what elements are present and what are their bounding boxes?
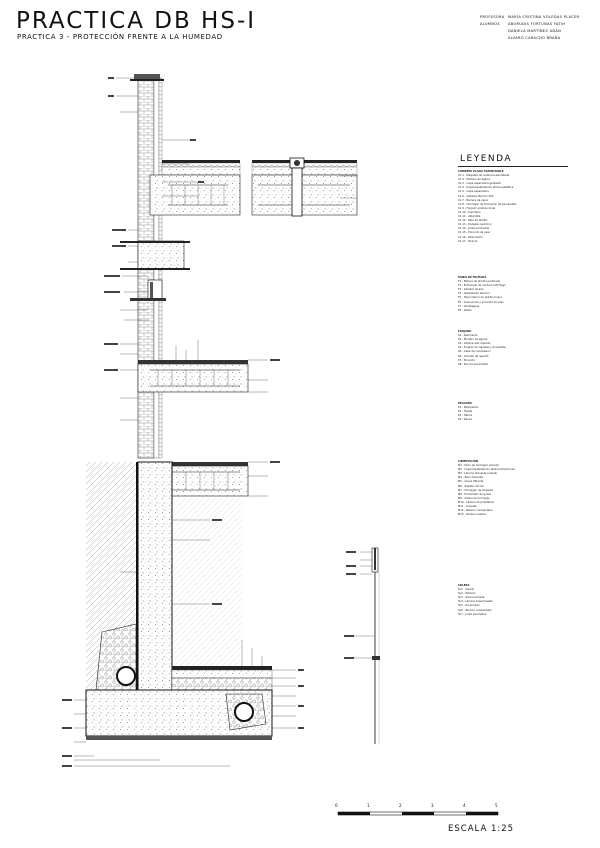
legend-item: S2 - Mortero de agarre bbox=[458, 338, 488, 342]
legend-item: P4 - Zanca bbox=[458, 418, 472, 422]
legend-item: C1.16 - Falso techo bbox=[458, 235, 483, 239]
professor-name: MARÍA CRISTINA VOLEDAS PLACER bbox=[508, 15, 580, 19]
legend-item: C1.3 - Capa separadora geotextil bbox=[458, 182, 501, 186]
legend-section-heading: MURO DE FACHADA bbox=[458, 276, 487, 279]
legend-item: M12 - Relleno compactado bbox=[458, 509, 493, 513]
legend-item: C1.15 - Enlucido de yeso bbox=[458, 231, 491, 235]
legend-item: M2 - Impermeabilización lámina bituminosa bbox=[458, 468, 515, 472]
legend-section-heading: CIMENTACIÓN bbox=[458, 460, 479, 463]
railing-detail bbox=[344, 548, 380, 744]
scale-tick-label: 0 bbox=[335, 803, 338, 808]
legend-item: M11 - Arqueta bbox=[458, 505, 477, 509]
legend-item: S5 - Capa de compresión bbox=[458, 350, 491, 354]
legend-item: F1 - Fábrica de ladrillo perforado bbox=[458, 280, 501, 284]
student-name: ÁLVARO CARACHO BRAÑA bbox=[508, 36, 561, 40]
legend-item: C1.12 - Peto de ladrillo bbox=[458, 219, 488, 223]
legend-item: F6 - Guarnecido y enlucido de yeso bbox=[458, 300, 504, 304]
legend-item: C1.17 - Pintura bbox=[458, 239, 478, 243]
legend-item: SL2 - Mortero bbox=[458, 592, 476, 596]
legend-item: M9 - Solera de hormigón bbox=[458, 496, 490, 500]
legend-item: S4 - Forjado de viguetas y bovedillas bbox=[458, 346, 506, 350]
legend-section-heading: CUBIERTA PLANA TRANSITABLE bbox=[458, 170, 504, 173]
legend-item: M5 - Grava filtrante bbox=[458, 480, 484, 484]
legend-item: M4 - Tubo drenante bbox=[458, 476, 484, 480]
legend-item: F4 - Aislamiento térmico bbox=[458, 292, 490, 296]
legend-item: F5 - Hoja interior de ladrillo hueco bbox=[458, 296, 503, 300]
legend-item: C1.4 - Impermeabilización lámina asfáltica bbox=[458, 186, 514, 190]
legend-item: C1.1 - Plaqueta de cerámica esmaltada bbox=[458, 174, 510, 178]
legend-item: S1 - Pavimento bbox=[458, 334, 478, 338]
scale-label: ESCALA 1:25 bbox=[448, 824, 515, 834]
drain-pipe-right bbox=[226, 694, 266, 730]
legend-item: M1 - Muro de hormigón armado bbox=[458, 464, 500, 468]
legend-item: C1.7 - Barrera de vapor bbox=[458, 198, 489, 202]
scale-bar bbox=[338, 812, 498, 815]
legend-item: S3 - Lámina anti-impacto bbox=[458, 342, 491, 346]
scale-tick-label: 5 bbox=[495, 803, 498, 808]
legend-item: C1.11 - Albardilla bbox=[458, 215, 481, 219]
legend-item: SL7 - Junta perimetral bbox=[458, 612, 487, 616]
legend-section-heading: FORJADO bbox=[458, 330, 472, 333]
legend-item: S7 - Enlucido bbox=[458, 358, 475, 362]
scale-tick-label: 1 bbox=[367, 803, 370, 808]
professor-label: PROFESORA bbox=[480, 15, 505, 19]
legend-item: C1.10 - Sumidero bbox=[458, 210, 481, 214]
window-opening bbox=[130, 280, 166, 301]
legend-item: SL3 - Solera armada bbox=[458, 596, 485, 600]
roof-drain-detail bbox=[252, 158, 357, 216]
legend-section-heading: PELDAÑO bbox=[458, 402, 472, 405]
legend-item: F8 - Dintel bbox=[458, 308, 472, 312]
floor-slab bbox=[120, 241, 190, 270]
legend-item: P3 - Tabica bbox=[458, 414, 472, 418]
legend-item: SL6 - Terreno compactado bbox=[458, 608, 492, 612]
legend-item: SL5 - Encachado bbox=[458, 604, 480, 608]
roof-slab bbox=[150, 160, 240, 215]
scale-tick-label: 4 bbox=[463, 803, 466, 808]
student-name: ABURUDIS FORTUNAS FATIH bbox=[508, 22, 566, 26]
legend-item: C1.13 - Rodapié cerámico bbox=[458, 223, 492, 227]
students-label: ALUMNOS bbox=[480, 22, 500, 26]
floor-slab bbox=[138, 360, 248, 392]
legend-title: LEYENDA bbox=[460, 154, 513, 164]
legend-item: S8 - Zuncho perimetral bbox=[458, 362, 488, 366]
legend-item: M7 - Hormigón de limpieza bbox=[458, 488, 493, 492]
legend-item: M8 - Encachado de grava bbox=[458, 492, 491, 496]
legend-item: P1 - Mamperlán bbox=[458, 406, 479, 410]
legend-item: C1.9 - Forjado unidireccional bbox=[458, 206, 496, 210]
legend-item: C1.2 - Mortero de agarre bbox=[458, 178, 490, 182]
legend-item: M10 - Lámina de polietileno bbox=[458, 500, 495, 504]
legend-item: M3 - Lámina drenante nodular bbox=[458, 472, 498, 476]
legend-item: F2 - Enfoscado de mortero hidrófugo bbox=[458, 284, 506, 288]
drawing-subtitle: PRACTICA 3 - PROTECCIÓN FRENTE A LA HUMEDAD bbox=[17, 33, 223, 41]
legend-item: M13 - Terreno natural bbox=[458, 513, 486, 517]
parapet-coping bbox=[130, 74, 164, 81]
legend-section-heading: SOLERA bbox=[458, 584, 470, 587]
drain-pipe-left bbox=[96, 624, 136, 690]
legend-item: S6 - Armado de reparto bbox=[458, 354, 489, 358]
scale-tick-label: 3 bbox=[431, 803, 434, 808]
legend-item: SL1 - Solado bbox=[458, 588, 475, 592]
scale-tick-label: 2 bbox=[399, 803, 402, 808]
legend-item: C1.5 - Capa separadora bbox=[458, 190, 489, 194]
student-name: DANIELA MARTÍNEZ ADÁN bbox=[508, 29, 562, 33]
legend-item: SL4 - Lámina impermeable bbox=[458, 600, 493, 604]
legend-item: C1.6 - Aislante térmico XPS bbox=[458, 194, 494, 198]
legend-item: C1.14 - Junta perimetral bbox=[458, 227, 490, 231]
legend-item: M6 - Zapata corrida bbox=[458, 484, 484, 488]
legend-item: F7 - Vierteaguas bbox=[458, 304, 480, 308]
legend-item: C1.8 - Hormigón de formación de pendientes bbox=[458, 202, 517, 206]
ground-slab bbox=[172, 666, 272, 690]
legend-item: P2 - Huella bbox=[458, 410, 473, 414]
legend-item: F3 - Cámara de aire bbox=[458, 288, 484, 292]
drawing-title: PRACTICA DB HS-I bbox=[16, 8, 257, 34]
